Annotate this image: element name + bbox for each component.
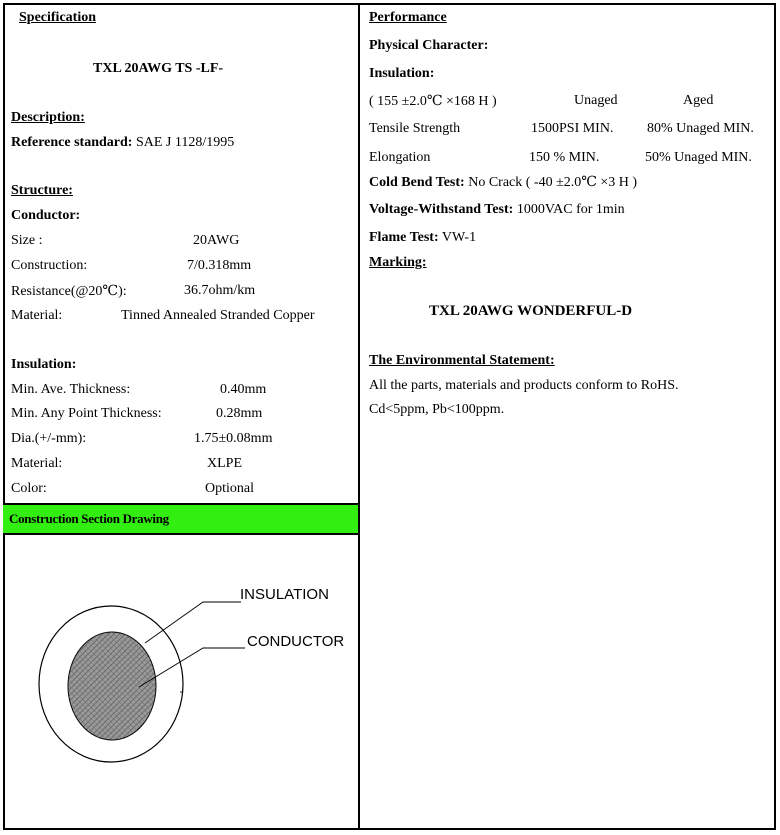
insulation-diameter-label: Dia.(+/-mm): [11, 431, 87, 446]
flame-test-label: Flame Test: [369, 230, 439, 245]
insulation-heading: Insulation: [11, 357, 77, 372]
insulation-min-thickness-value: 0.28mm [216, 406, 263, 421]
conductor-resistance-label: Resistance(@20℃): [11, 284, 127, 299]
structure-heading: Structure: [11, 183, 73, 198]
cable-cross-section-drawing [3, 535, 358, 828]
cold-bend-test [369, 174, 637, 191]
performance-insulation-heading: Insulation: [369, 66, 435, 81]
conductor-material-label: Material: [11, 308, 63, 323]
description-heading: Description: [11, 110, 85, 125]
voltage-withstand-value: 1000VAC for 1min [516, 202, 625, 217]
cold-bend-value: No Crack ( -40 ±2.0℃ ×3 H ) [468, 175, 638, 190]
conductor-core-crosshatch [68, 632, 156, 740]
insulation-ave-thickness-label: Min. Ave. Thickness: [11, 382, 131, 397]
insulation-material-label: Material: [11, 456, 63, 471]
elongation-aged: 50% Unaged MIN. [645, 150, 752, 165]
tensile-strength-label: Tensile Strength [369, 121, 461, 136]
marking-text: TXL 20AWG WONDERFUL-D [429, 303, 633, 319]
elongation-unaged: 150 % MIN. [529, 150, 600, 165]
insulation-ave-thickness-value: 0.40mm [220, 382, 267, 397]
environmental-statement-line2: Cd<5ppm, Pb<100ppm. [369, 402, 505, 417]
conductor-resistance-value: 36.7ohm/km [184, 283, 256, 298]
tensile-strength-aged: 80% Unaged MIN. [647, 121, 754, 136]
conductor-size-value: 20AWG [193, 233, 240, 248]
conductor-material-value: Tinned Annealed Stranded Copper [121, 308, 315, 323]
environmental-statement-line1: All the parts, materials and products conform to RoHS. [369, 378, 679, 393]
reference-standard-value: SAE J 1128/1995 [135, 135, 235, 150]
tick-mark [180, 691, 182, 693]
aged-column-header: Aged [683, 93, 714, 108]
part-number: TXL 20AWG TS -LF- [93, 61, 224, 76]
construction-section-title: Construction Section Drawing [9, 511, 169, 526]
voltage-withstand-label: Voltage-Withstand Test: [369, 202, 514, 217]
conductor-heading: Conductor: [11, 208, 81, 223]
physical-character-heading: Physical Character: [369, 38, 489, 53]
aging-condition: ( 155 ±2.0℃ ×168 H ) [369, 94, 497, 109]
marking-heading: Marking: [369, 255, 427, 270]
elongation-label: Elongation [369, 150, 431, 165]
reference-standard-label: Reference standard: [11, 135, 133, 150]
conductor-construction-label: Construction: [11, 258, 88, 273]
flame-test-value: VW-1 [441, 230, 477, 245]
conductor-construction-value: 7/0.318mm [187, 258, 252, 273]
reference-standard [11, 135, 234, 151]
conductor-callout-label: CONDUCTOR [247, 633, 345, 650]
specification-heading: Specification [19, 10, 96, 25]
performance-heading: Performance [369, 10, 447, 25]
column-divider [358, 3, 360, 830]
conductor-size-label: Size : [11, 233, 43, 248]
flame-test [369, 230, 476, 246]
unaged-column-header: Unaged [574, 93, 618, 108]
insulation-callout-label: INSULATION [240, 586, 329, 603]
insulation-min-thickness-label: Min. Any Point Thickness: [11, 406, 162, 421]
insulation-material-value: XLPE [207, 456, 242, 471]
insulation-color-label: Color: [11, 481, 47, 496]
cold-bend-label: Cold Bend Test: [369, 175, 465, 190]
voltage-withstand-test [369, 202, 625, 218]
construction-section-bar [3, 503, 358, 535]
insulation-color-value: Optional [205, 481, 254, 496]
environmental-statement-heading: The Environmental Statement: [369, 353, 555, 368]
tensile-strength-unaged: 1500PSI MIN. [531, 121, 614, 136]
insulation-diameter-value: 1.75±0.08mm [194, 431, 273, 446]
